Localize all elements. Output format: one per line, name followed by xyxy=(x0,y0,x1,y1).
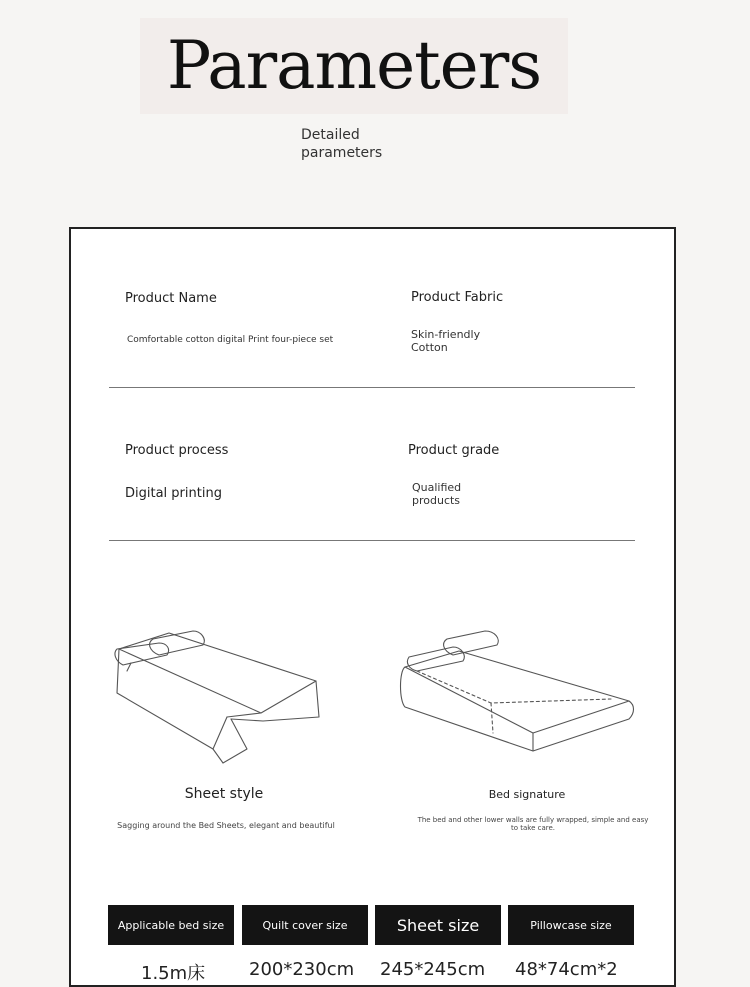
sheet-style-title: Sheet style xyxy=(184,786,264,802)
page-subtitle xyxy=(301,126,421,162)
quilt-cover-size-value: 200*230cm xyxy=(249,959,355,980)
product-fabric-value xyxy=(411,328,480,354)
product-name-label: Product Name xyxy=(125,291,217,306)
fitted-sheet-bed-illustration xyxy=(397,623,637,753)
tab-sheet-size[interactable]: Sheet size xyxy=(375,905,501,945)
product-grade-value-line1: Qualified xyxy=(412,481,462,494)
sheet-size-value: 245*245cm xyxy=(380,959,486,980)
section-divider xyxy=(109,387,635,388)
section-divider xyxy=(109,540,635,541)
parameters-card xyxy=(69,227,676,987)
product-grade-value xyxy=(412,481,461,507)
product-process-value: Digital printing xyxy=(125,486,222,501)
product-process-label: Product process xyxy=(125,443,229,458)
bed-size-value: 1.5m床 xyxy=(141,963,206,984)
tab-quilt-cover-size[interactable]: Quilt cover size xyxy=(242,905,368,945)
product-fabric-value-line2: Cotton xyxy=(411,341,448,354)
bed-signature-title: Bed signature xyxy=(488,788,566,801)
pillowcase-size-value: 48*74cm*2 xyxy=(515,959,618,980)
product-fabric-label: Product Fabric xyxy=(411,290,504,305)
bed-signature-note: The bed and other lower walls are fully wrapped, simple and easy to take care. xyxy=(417,816,649,832)
page-subtitle-line1: Detailed xyxy=(301,127,360,143)
sheet-style-note: Sagging around the Bed Sheets, elegant and beautiful xyxy=(117,821,335,830)
product-name-value: Comfortable cotton digital Print four-piece set xyxy=(127,335,334,345)
page-title: Parameters xyxy=(166,27,542,104)
product-grade-value-line2: products xyxy=(412,494,461,507)
tab-pillowcase-size[interactable]: Pillowcase size xyxy=(508,905,634,945)
product-fabric-value-line1: Skin-friendly xyxy=(411,328,481,341)
page-subtitle-line2: parameters xyxy=(301,145,383,161)
tab-applicable-bed-size[interactable]: Applicable bed size xyxy=(108,905,234,945)
product-grade-label: Product grade xyxy=(408,443,500,458)
sheet-style-bed-illustration xyxy=(111,621,326,771)
